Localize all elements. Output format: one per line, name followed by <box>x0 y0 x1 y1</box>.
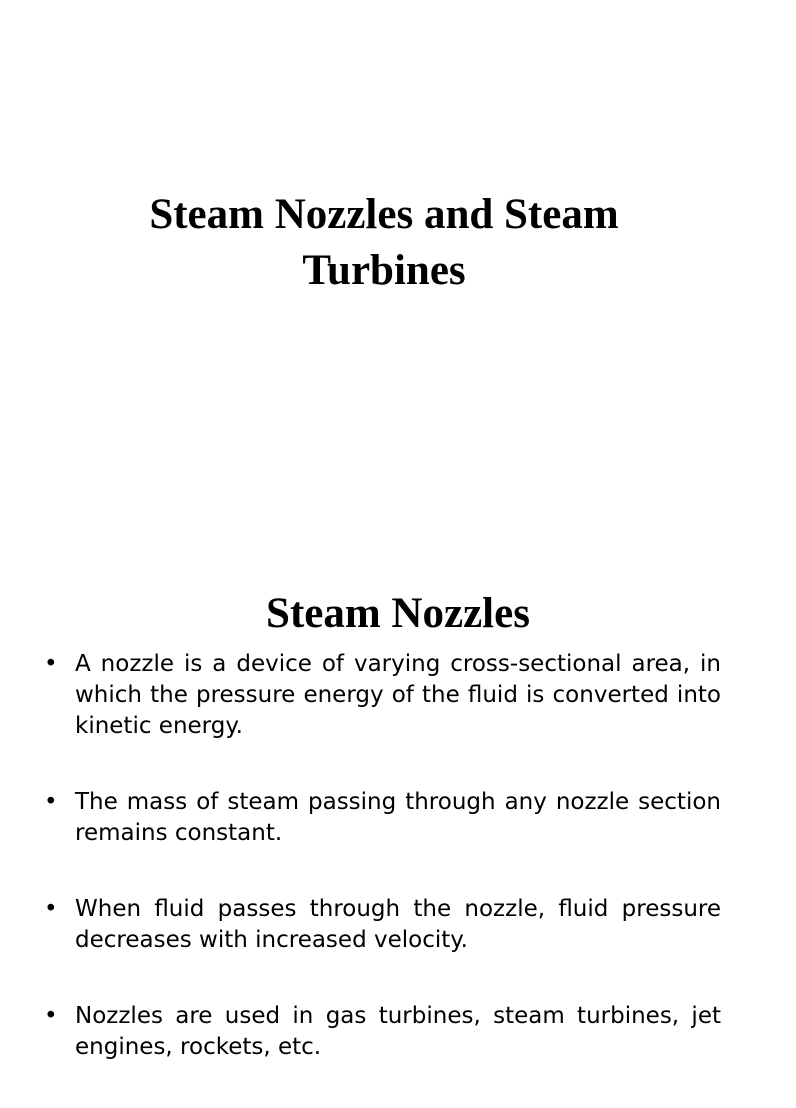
bullet-icon: • <box>44 1003 58 1029</box>
slide-steam-nozzles <box>0 560 768 1060</box>
bullet-item <box>44 894 721 956</box>
bullet-text: The mass of steam passing through any nozzle section remains constant. <box>75 789 721 846</box>
bullet-icon: • <box>44 896 58 922</box>
bullet-icon: • <box>44 789 58 815</box>
slide-title-heading: Steam Nozzles and Steam Turbines <box>149 191 619 294</box>
slide-title <box>0 0 768 560</box>
bullet-item <box>44 787 721 849</box>
slide-heading: Steam Nozzles <box>266 590 530 637</box>
bullet-list <box>44 649 721 1108</box>
bullet-item <box>44 649 721 742</box>
bullet-text: When fluid passes through the nozzle, fluid pressure decreases with increased velocity. <box>75 896 721 953</box>
bullet-text: Nozzles are used in gas turbines, steam turbines, jet engines, rockets, etc. <box>75 1003 721 1060</box>
bullet-text: A nozzle is a device of varying cross-sectional area, in which the pressure energy of the fluid is converted into kinetic energy. <box>75 651 721 739</box>
bullet-icon: • <box>44 651 58 677</box>
bullet-item <box>44 1001 721 1063</box>
